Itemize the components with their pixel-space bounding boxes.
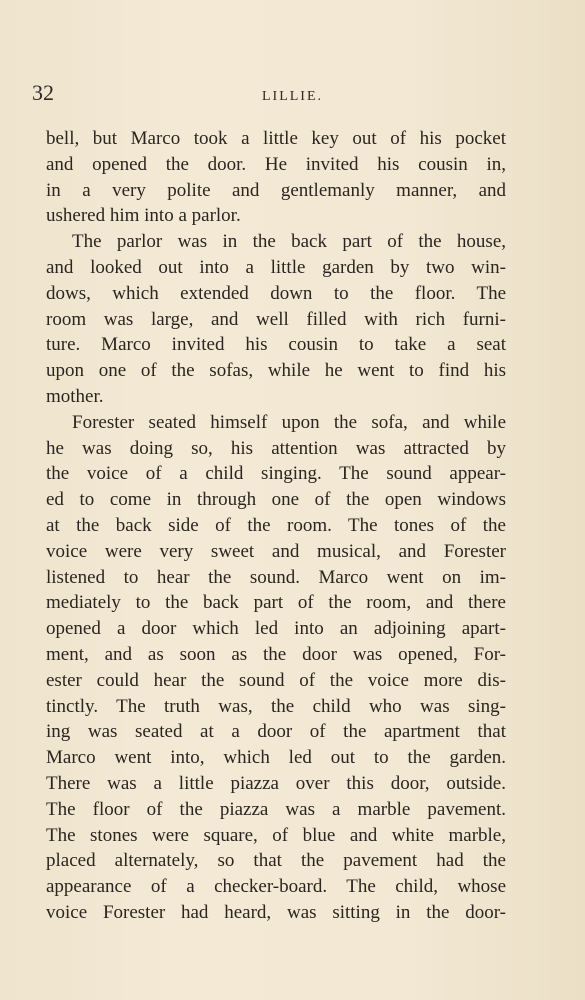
text-line: The floor of the piazza was a marble pavement. <box>46 798 506 820</box>
text-line: upon one of the sofas, while he went to find his <box>46 360 506 382</box>
text-line: Forester seated himself upon the sofa, and while <box>72 411 506 433</box>
text-line: ing was seated at a door of the apartment that <box>46 721 506 743</box>
text-line: ester could hear the sound of the voice more dis- <box>46 669 506 691</box>
text-line: opened a door which led into an adjoining apart- <box>46 618 506 640</box>
text-line: ed to come in through one of the open windows <box>46 489 506 511</box>
text-line: mediately to the back part of the room, and there <box>46 592 506 614</box>
paragraph <box>46 229 506 410</box>
text-line: ment, and as soon as the door was opened, For- <box>46 643 506 665</box>
paragraph <box>46 126 506 229</box>
text-line: ushered him into a parlor. <box>46 205 241 227</box>
paragraph <box>46 410 506 926</box>
body-text <box>46 126 506 926</box>
text-line: The stones were square, of blue and white marble, <box>46 824 506 846</box>
page-number: 32 <box>32 80 54 105</box>
text-line: dows, which extended down to the floor. The <box>46 282 506 304</box>
text-line: voice Forester had heard, was sitting in the door- <box>46 901 506 923</box>
text-line: he was doing so, his attention was attracted by <box>46 437 506 459</box>
text-line: bell, but Marco took a little key out of his pocket <box>46 128 506 149</box>
text-line: The parlor was in the back part of the house, <box>72 231 506 253</box>
text-line: listened to hear the sound. Marco went on im- <box>46 566 506 588</box>
text-line: There was a little piazza over this door, outside. <box>46 772 506 794</box>
text-line: placed alternately, so that the pavement had the <box>46 850 506 872</box>
text-line: and opened the door. He invited his cousin in, <box>46 153 506 175</box>
text-line: mother. <box>46 385 104 407</box>
running-title: LILLIE. <box>261 89 324 104</box>
text-line: appearance of a checker-board. The child, whose <box>46 876 506 898</box>
text-line: tinctly. The truth was, the child who was sing- <box>46 695 506 717</box>
text-line: voice were very sweet and musical, and Forester <box>46 540 506 562</box>
text-line: at the back side of the room. The tones of the <box>46 514 506 536</box>
text-line: Marco went into, which led out to the garden. <box>46 747 506 769</box>
text-line: room was large, and well filled with rich furni- <box>46 308 506 330</box>
text-line: and looked out into a little garden by two win- <box>46 256 506 278</box>
text-line: the voice of a child singing. The sound appear- <box>46 463 506 485</box>
text-line: in a very polite and gentlemanly manner, and <box>46 179 506 201</box>
text-line: ture. Marco invited his cousin to take a seat <box>46 334 506 356</box>
